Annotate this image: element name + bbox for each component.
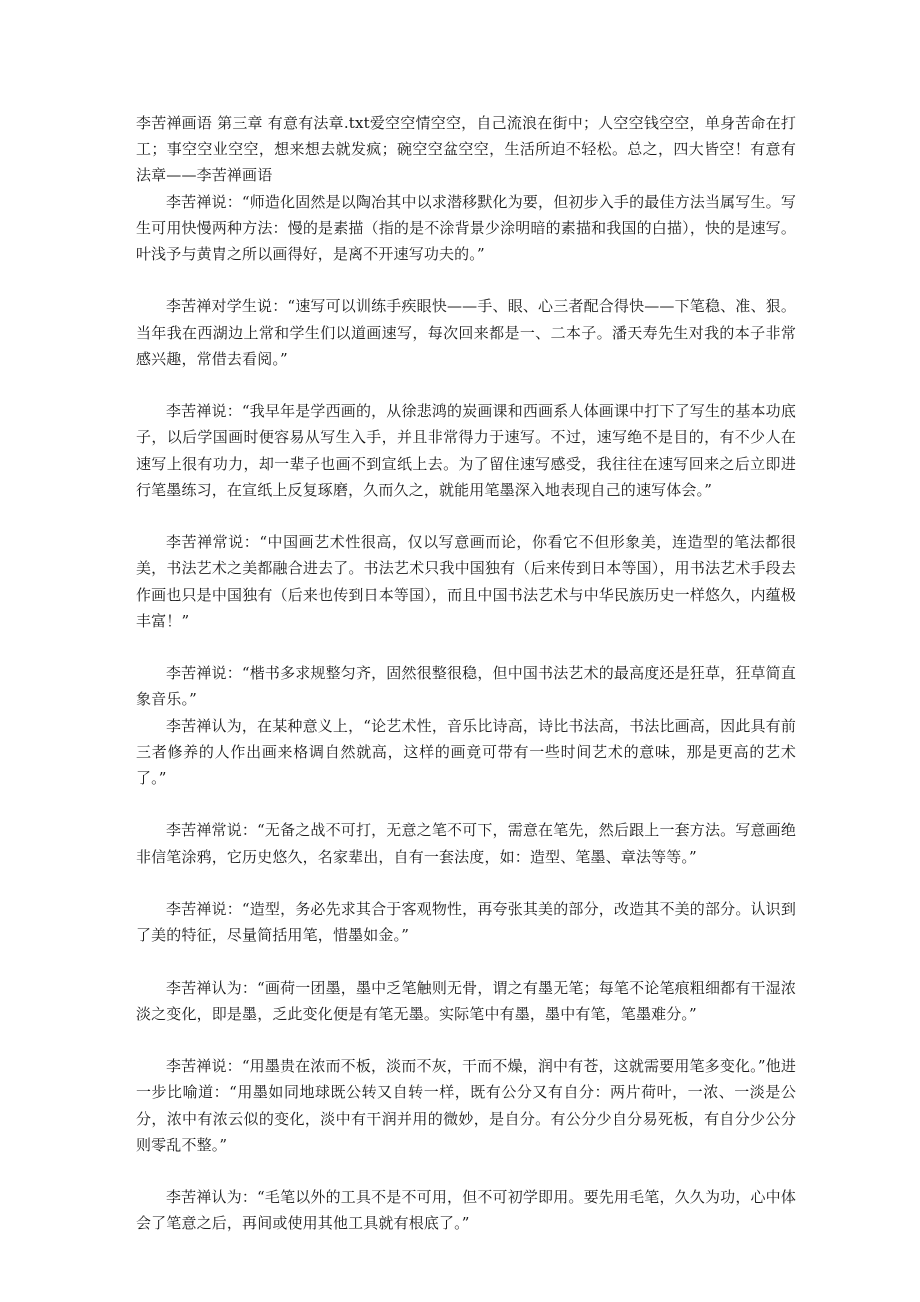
paragraph-western-painting: 李苦禅说：“我早年是学西画的，从徐悲鸿的炭画课和西画系人体画课中打下了写生的基本功底子，以后学国画时便容易从写生入手，并且非常得力于速写。不过，速写绝不是目的，有不少人在速写上很有功力，却一辈子也画不到宣纸上去。为了留住速写感受，我往往在速写回来之后立即进行笔墨练习，在宣纸上反复琢磨，久而久之，就能用笔墨深入地表现自己的速写体会。” — [136, 402, 796, 499]
paragraph-gap — [136, 1158, 796, 1184]
paragraph-gap — [136, 948, 796, 974]
intro-paragraph: 李苦禅画语 第三章 有意有法章.txt爱空空情空空，自己流浪在街中；人空空钱空空，单身苦命在打工；事空空业空空，想来想去就发疯；碗空空盆空空，生活所迫不轻松。总之，四大皆空！有意有法章——李苦禅画语 — [136, 114, 796, 185]
paragraph-gap — [136, 267, 796, 293]
paragraph-gap — [136, 503, 796, 529]
paragraph-gap — [136, 791, 796, 817]
paragraph-cursive-script: 李苦禅说：“楷书多求规整匀齐，固然很整很稳，但中国书法艺术的最高度还是狂草，狂草简直象音乐。” — [136, 664, 796, 709]
paragraph-form: 李苦禅说：“造型，务必先求其合于客观物性，再夸张其美的部分，改造其不美的部分。认识到了美的特征，尽量简括用笔，惜墨如金。” — [136, 900, 796, 945]
paragraph-intention-first: 李苦禅常说：“无备之战不可打，无意之笔不可下，需意在笔先，然后跟上一套方法。写意画绝非信笔涂鸦，它历史悠久，名家辈出，自有一套法度，如：造型、笔墨、章法等等。” — [136, 821, 796, 866]
paragraph-brush-tools: 李苦禅认为：“毛笔以外的工具不是不可用，但不可初学即用。要先用毛笔，久久为功，心中体会了笔意之后，再间或使用其他工具就有根底了。” — [136, 1188, 796, 1233]
paragraph-calligraphy-art: 李苦禅常说：“中国画艺术性很高，仅以写意画而论，你看它不但形象美，连造型的笔法都很美，书法艺术之美都融合进去了。书法艺术只我中国独有（后来传到日本等国），用书法艺术手段去作画也只是中国独有（后来也传到日本等国），而且中国书法艺术与中华民族历史一样悠久，内蕴极丰富！” — [136, 533, 796, 630]
paragraph-music-poetry: 李苦禅认为，在某种意义上，“论艺术性，音乐比诗高，诗比书法高，书法比画高，因此具有前三者修养的人作出画来格调自然就高，这样的画竟可带有一些时间艺术的意味，那是更高的艺术了。” — [136, 716, 796, 788]
paragraph-sketch-training: 李苦禅对学生说：“速写可以训练手疾眼快——手、眼、心三者配合得快——下笔稳、准、狠。当年我在西湖边上常和学生们以道画速写，每次回来都是一、二本子。潘天寿先生对我的本子非常感兴趣，常借去看阅。” — [136, 297, 796, 368]
paragraph-sketching-methods: 李苦禅说：“师造化固然是以陶冶其中以求潜移默化为要，但初步入手的最佳方法当属写生。写生可用快慢两种方法：慢的是素描（指的是不涂背景少涂明暗的素描和我国的白描），快的是速写。叶浅予与黄胄之所以画得好，是离不开速写功夫的。” — [136, 192, 796, 264]
paragraph-gap — [136, 1027, 796, 1053]
paragraph-gap — [136, 634, 796, 660]
paragraph-gap — [136, 372, 796, 398]
paragraph-gap — [136, 870, 796, 896]
document-body — [136, 110, 796, 1237]
paragraph-brush-ink: 李苦禅认为：“画荷一团墨，墨中乏笔触则无骨，谓之有墨无笔；每笔不论笔痕粗细都有干湿浓淡之变化，即是墨，乏此变化便是有笔无墨。实际笔中有墨，墨中有笔，笔墨难分。” — [136, 978, 796, 1023]
paragraph-ink-use: 李苦禅说：“用墨贵在浓而不板，淡而不灰，干而不燥，润中有苍，这就需要用笔多变化。”他进一步比喻道：“用墨如同地球既公转又自转一样，既有公分又有自分：两片荷叶，一浓、一淡是公分，浓中有浓云似的变化，淡中有干润并用的微妙，是自分。有公分少自分易死板，有自分少公分则零乱不整。” — [136, 1057, 796, 1154]
